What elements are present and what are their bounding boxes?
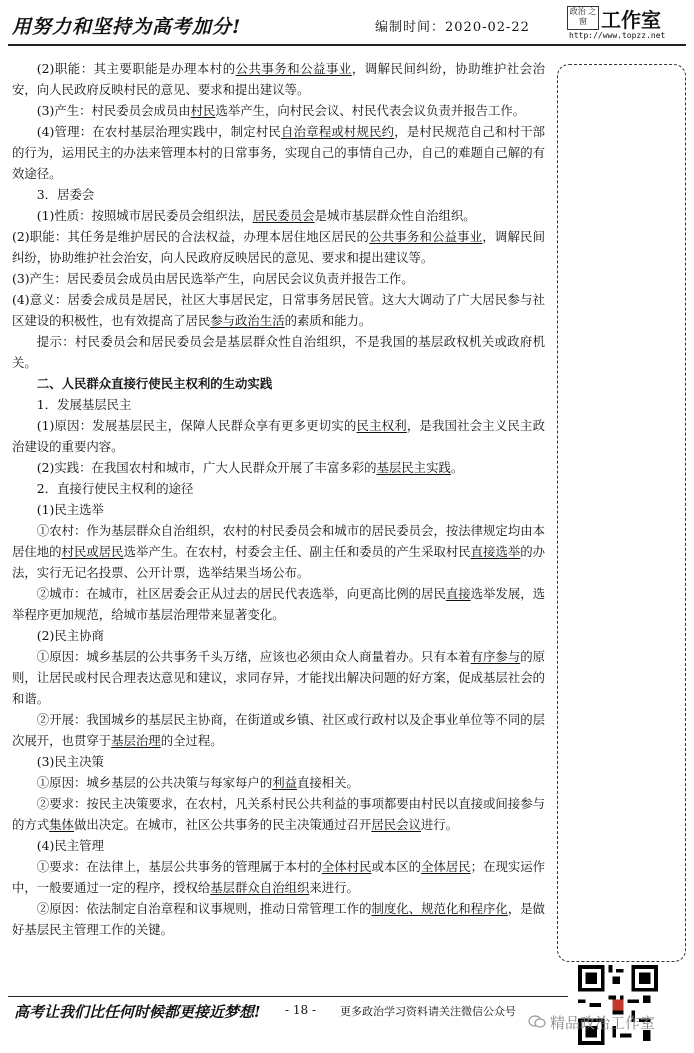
key-term: 基层民主实践 [376,460,451,475]
paragraph: ②要求：按民主决策要求，在农村，凡关系村民公共利益的事项都要由村民以直接或间接参与的方式集体做出决定。在城市，社区公共事务的民主决策通过召开居民会议进行。 [12,796,545,832]
studio-logo [567,4,685,42]
paragraph: ①原因：城乡基层的公共事务千头万绪，应该也必须由众人商量着办。只有本着有序参与的原则，让居民或村民合理表达意见和建议，求同存异，才能找出解决问题的好方案，促成基层社会的和谐。 [12,649,546,706]
key-term: 参与政治生活 [210,313,285,328]
paragraph: (2)职能：其主要职能是办理本村的公共事务和公益事业，调解民间纠纷，协助维护社会治安，向人民政府反映村民的意见、要求和提出建议等。 [12,61,546,97]
document-body [12,58,545,940]
subheading: (2)民主协商 [36,628,104,643]
qr-code-icon [578,965,658,1045]
key-term: 民主权利 [356,418,407,433]
key-term: 村民 [190,103,216,118]
key-term: 利益 [272,775,297,790]
subheading: 1．发展基层民主 [36,397,132,412]
paragraph: (2)职能：其任务是维护居民的合法权益，办理本居住地区居民的公共事务和公益事业，调解民间纠纷，协助维护社会治安，向人民政府反映居民的意见、要求和提出建议等。 [12,229,546,265]
key-term: 居民会议 [371,817,421,832]
key-term: 全体村民 [321,859,372,874]
key-term: 公共事务和公益事业 [369,229,483,244]
key-term: 自治章程或村规民约 [281,124,395,139]
paragraph: (2)实践：在我国农村和城市，广大人民群众开展了丰富多彩的基层民主实践。 [36,460,464,475]
paragraph: (4)意义：居委会成员是居民，社区大事居民定，日常事务居民管。这大大调动了广大居民参与社区建设的积极性，也有效提高了居民参与政治生活的素质和能力。 [12,292,545,328]
header-rule [8,44,686,46]
logo-url: http://www.topzz.net [569,31,666,40]
key-term: 公共事务和公益事业 [235,61,352,76]
logo-mark: 政治 之窗 [567,6,599,30]
subheading: (1)民主选举 [36,502,104,517]
paragraph: ②原因：依法制定自治章程和议事规则，推动日常管理工作的制度化、规范化和程序化，是做好基层民主管理工作的关键。 [12,901,546,937]
footer-slogan: 高考让我们比任何时候都更接近梦想! [14,1003,261,1021]
key-term: 直接 [445,586,471,601]
key-term: 居民委员会 [252,208,315,223]
notes-margin-box [557,64,686,962]
header-slogan: 用努力和坚持为高考加分! [12,16,242,38]
key-term: 直接选举 [470,544,521,559]
paragraph: (3)产生：村民委员会成员由村民选举产生，向村民会议、村民代表会议负责并报告工作。 [36,103,526,118]
key-term: 集体 [49,817,74,832]
subheading: (4)民主管理 [36,838,104,853]
paragraph: (3)产生：居民委员会成员由居民选举产生，向居民会议负责并报告工作。 [12,271,414,286]
paragraph: ②城市：在城市，社区居委会正从过去的居民代表选举，向更高比例的居民直接选举发展，选举程序更加规范，给城市基层治理带来显著变化。 [12,586,546,622]
paragraph: ②开展：我国城乡的基层民主协商，在街道或乡镇、社区或行政村以及企事业单位等不同的层次展开，也贯穿于基层治理的全过程。 [12,712,545,748]
edit-time: 编制时间：2020-02-22 [375,20,530,35]
subheading: (3)民主决策 [36,754,104,769]
subheading: 3．居委会 [36,187,95,202]
key-term: 基层群众自治组织 [210,880,310,895]
paragraph: ①要求：在法律上，基层公共事务的管理属于本村的全体村民或本区的全体居民；在现实运作中，一般要通过一定的程序，授权给基层群众自治组织来进行。 [12,859,546,895]
page-header [0,0,694,44]
paragraph: (4)管理：在农村基层治理实践中，制定村民自治章程或村规民约，是村民规范自己和村干部的行为，运用民主的办法来管理本村的日常事务，实现自己的事情自己办，自己的难题自己解的有效途径。 [12,124,546,181]
paragraph: (1)原因：发展基层民主，保障人民群众享有更多更切实的民主权利，是我国社会主义民主政治建设的重要内容。 [12,418,546,454]
key-term: 村民或居民 [61,544,124,559]
section-heading: 二、人民群众直接行使民主权利的生动实践 [36,376,273,391]
subheading: 2．直接行使民主权利的途径 [36,481,194,496]
key-term: 基层治理 [111,733,161,748]
page-number: - 18 - [285,1003,317,1017]
key-term: 有序参与 [470,649,521,664]
paragraph: ①原因：城乡基层的公共决策与每家每户的利益直接相关。 [36,775,359,790]
footer-rule [8,996,568,997]
key-term: 全体居民 [421,859,471,874]
watermark: 精品政治工作室 [550,1014,656,1032]
paragraph: ①农村：作为基层群众自治组织，农村的村民委员会和城市的居民委员会，按法律规定均由本居住地的村民或居民选举产生。在农村，村委会主任、副主任和委员的产生采取村民直接选举的办法，实行无记名投票、公开计票，选举结果当场公布。 [12,523,546,580]
key-term: 制度化、规范化和程序化 [371,901,508,916]
paragraph: (1)性质：按照城市居民委员会组织法，居民委员会是城市基层群众性自治组织。 [36,208,476,223]
tip-note: 提示：村民委员会和居民委员会是基层群众性自治组织，不是我国的基层政权机关或政府机关。 [12,334,545,370]
footer-note: 更多政治学习资料请关注微信公众号 [340,1005,516,1018]
logo-text: 工作室 [601,8,661,32]
